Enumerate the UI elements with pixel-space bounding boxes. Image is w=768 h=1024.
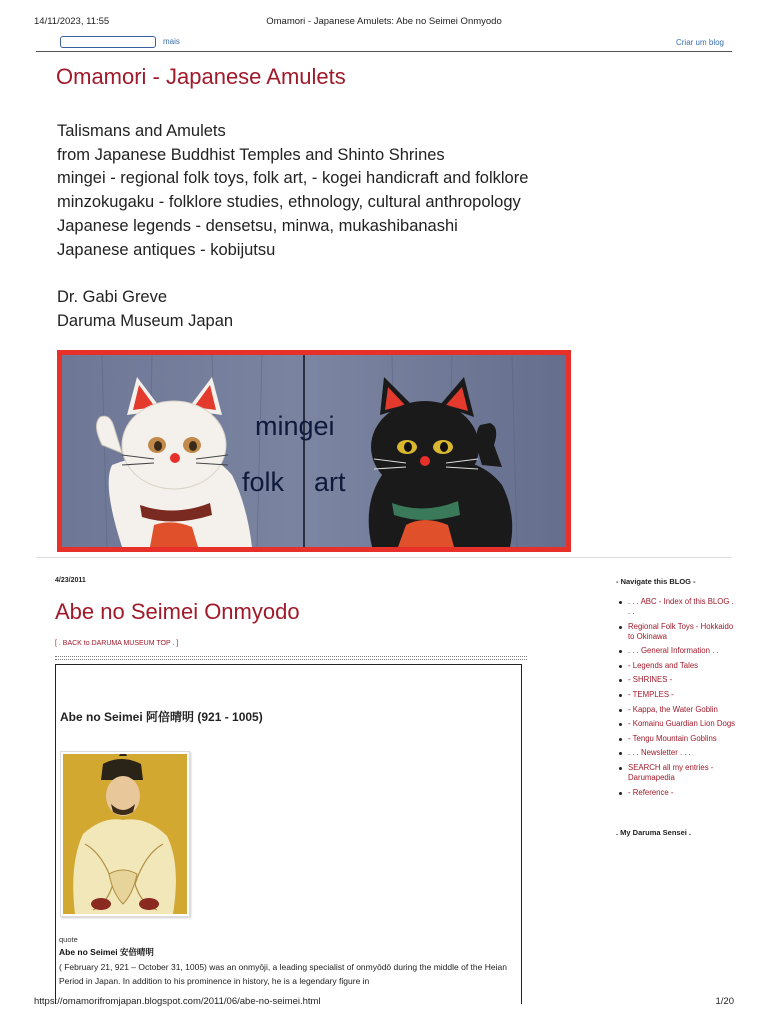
blogger-navbar [36, 34, 732, 52]
dotted-divider [55, 659, 527, 660]
post-subheading: Abe no Seimei 阿倍晴明 (921 - 1005) [60, 710, 263, 724]
quote-text: ( February 21, 921 – October 31, 1005) was an onmyōji, a leading specialist of onmyōdō during the middle of the Heian Period in Japan. In addition to his prominence in history, he is a legendary figure in [59, 962, 507, 986]
sidebar-item-reference[interactable]: - Reference - [618, 788, 738, 798]
banner-text-mingei: mingei [255, 411, 335, 441]
description-line: Japanese antiques - kobijutsu [57, 240, 276, 259]
post-body [55, 664, 522, 1004]
blog-title[interactable]: Omamori - Japanese Amulets [56, 64, 346, 89]
more-link[interactable]: mais [163, 37, 180, 46]
search-input[interactable] [60, 36, 156, 48]
portrait-illustration [63, 754, 187, 914]
quote-label: quote [59, 935, 78, 944]
sidebar-item-regional-folk-toys[interactable]: Regional Folk Toys - Hokkaido to Okinawa [618, 622, 738, 642]
create-blog-link[interactable]: Criar um blog [675, 38, 724, 47]
banner-text-art: art [314, 467, 346, 497]
author-museum: Daruma Museum Japan [57, 311, 234, 330]
post-date: 4/23/2011 [55, 577, 86, 584]
abe-no-seimei-portrait[interactable] [60, 751, 190, 917]
page-number: 1/20 [715, 996, 734, 1007]
my-daruma-sensei-heading: . My Daruma Sensei . [616, 828, 692, 837]
sidebar-item-temples[interactable]: - TEMPLES - [618, 690, 738, 700]
post-title[interactable]: Abe no Seimei Onmyodo [55, 599, 300, 624]
blog-description [57, 120, 528, 333]
page-url: https://omamorifromjapan.blogspot.com/2011/06/abe-no-seimei.html [34, 996, 321, 1007]
quote-name: Abe no Seimei 安倍晴明 [59, 947, 154, 957]
description-line: Talismans and Amulets [57, 122, 226, 140]
sidebar-item-tengu[interactable]: - Tengu Mountain Goblins [618, 734, 738, 744]
sidebar-item-kappa[interactable]: - Kappa, the Water Goblin [618, 705, 738, 715]
sidebar-item-komainu[interactable]: - Komainu Guardian Lion Dogs [618, 719, 738, 729]
print-page-title: Omamori - Japanese Amulets: Abe no Seimei Onmyodo [266, 16, 502, 27]
sidebar-title: - Navigate this BLOG - [616, 577, 696, 586]
sidebar-item-newsletter[interactable]: . . . Newsletter . . . [618, 748, 738, 758]
print-header [34, 16, 734, 30]
description-line: Japanese legends - densetsu, minwa, mukashibanashi [57, 216, 458, 235]
header-banner-image[interactable] [57, 350, 571, 552]
banner-text-folk: folk [242, 467, 285, 497]
print-datetime: 14/11/2023, 11:55 [34, 16, 110, 27]
dotted-divider [55, 656, 527, 657]
header-divider [36, 557, 732, 558]
back-to-daruma-museum-link[interactable]: [ . BACK to DARUMA MUSEUM TOP . ] [55, 640, 179, 647]
description-line: minzokugaku - folklore studies, ethnology, cultural anthropology [57, 193, 521, 212]
sidebar-item-general-information[interactable]: . . . General Information . . [618, 646, 738, 656]
spacer [57, 262, 528, 286]
sidebar-item-shrines[interactable]: - SHRINES - [618, 675, 738, 685]
description-line: mingei - regional folk toys, folk art, - kogei handicraft and folklore [57, 169, 529, 188]
sidebar-item-search-darumapedia[interactable]: SEARCH all my entries - Darumapedia [618, 763, 738, 783]
banner-illustration [62, 355, 566, 547]
sidebar-item-abc-index[interactable]: . . . ABC - Index of this BLOG . . . [618, 597, 738, 617]
author-name: Dr. Gabi Greve [57, 287, 168, 306]
sidebar-item-legends-and-tales[interactable]: - Legends and Tales [618, 661, 738, 671]
description-line: from Japanese Buddhist Temples and Shinto Shrines [57, 145, 445, 164]
print-footer [34, 996, 734, 1010]
sidebar-nav-list [618, 597, 738, 802]
